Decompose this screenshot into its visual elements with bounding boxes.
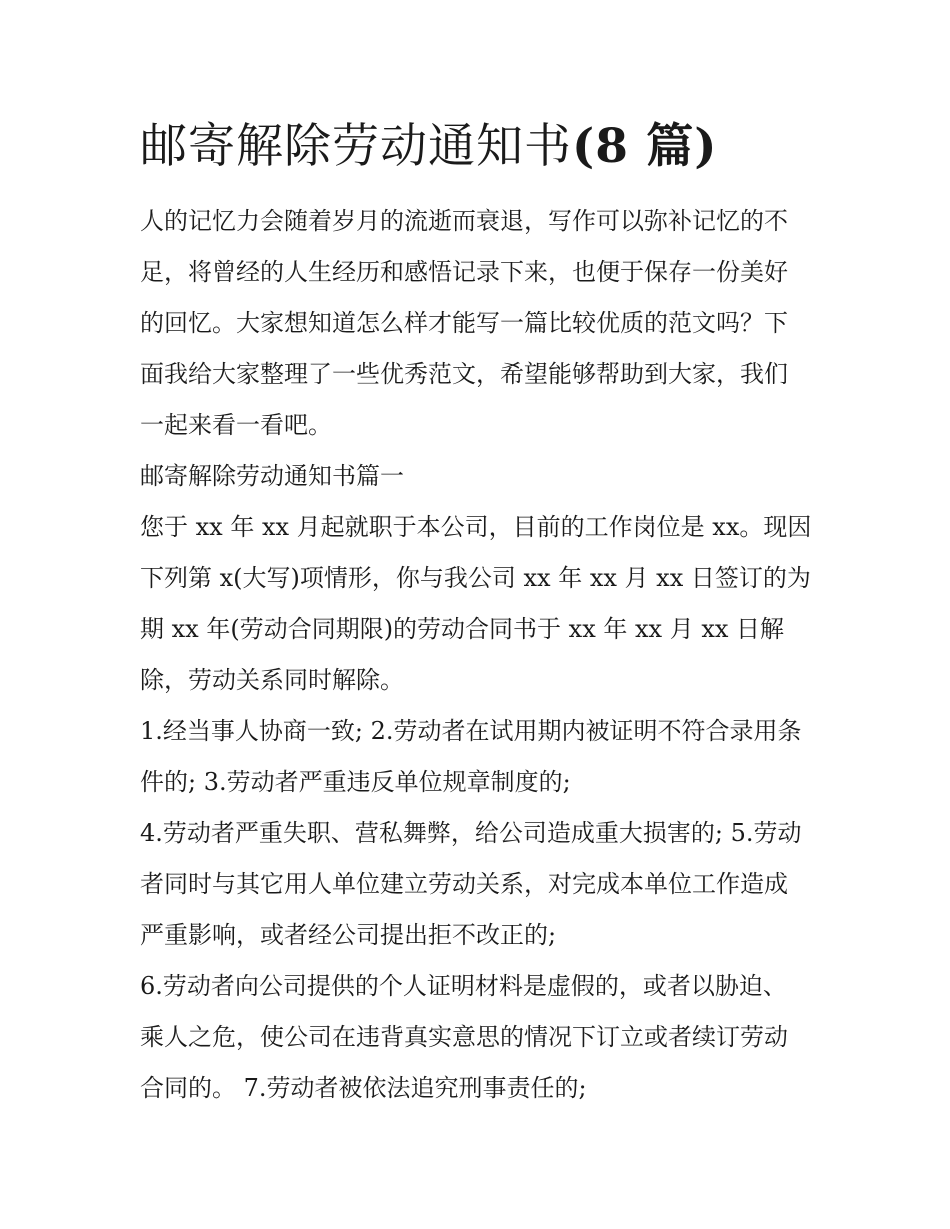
clause-paragraph <box>140 808 820 961</box>
text-line: 除，劳动关系同时解除。 <box>140 666 404 694</box>
text-line: 足，将曾经的人生经历和感悟记录下来，也便于保存一份美好 <box>140 258 788 286</box>
text-line: 6.劳动者向公司提供的个人证明材料是虚假的，或者以胁迫、 <box>140 972 787 1000</box>
text-line: 您于 xx 年 xx 月起就职于本公司，目前的工作岗位是 xx。现因 <box>140 513 812 541</box>
text-line: 面我给大家整理了一些优秀范文，希望能够帮助到大家，我们 <box>140 360 788 388</box>
document-body <box>140 196 820 1114</box>
notice-paragraph <box>140 502 820 706</box>
text-line: 合同的。 7.劳动者被依法追究刑事责任的; <box>140 1074 587 1102</box>
text-line: 乘人之危，使公司在违背真实意思的情况下订立或者续订劳动 <box>140 1023 788 1051</box>
title-text: 邮寄解除劳动通知书 <box>140 119 572 174</box>
text-line: 期 xx 年(劳动合同期限)的劳动合同书于 xx 年 xx 月 xx 日解 <box>140 615 785 643</box>
clause-paragraph <box>140 706 820 808</box>
section-heading <box>140 451 820 502</box>
text-line: 的回忆。大家想知道怎么样才能写一篇比较优质的范文吗？下 <box>140 309 788 337</box>
text-line: 下列第 x(大写)项情形，你与我公司 xx 年 xx 月 xx 日签订的为 <box>140 564 811 592</box>
section-heading-text: 邮寄解除劳动通知书篇一 <box>140 462 404 490</box>
text-line: 严重影响，或者经公司提出拒不改正的; <box>140 921 557 949</box>
text-line: 件的; 3.劳动者严重违反单位规章制度的; <box>140 768 571 796</box>
text-line: 4.劳动者严重失职、营私舞弊，给公司造成重大损害的; 5.劳动 <box>140 819 802 847</box>
text-line: 者同时与其它用人单位建立劳动关系，对完成本单位工作造成 <box>140 870 788 898</box>
text-line: 1.经当事人协商一致; 2.劳动者在试用期内被证明不符合录用条 <box>140 717 802 745</box>
text-line: 一起来看一看吧。 <box>140 411 332 439</box>
text-line: 人的记忆力会随着岁月的流逝而衰退，写作可以弥补记忆的不 <box>140 207 788 235</box>
intro-paragraph <box>140 196 820 451</box>
document-title <box>140 112 820 182</box>
clause-paragraph <box>140 961 820 1114</box>
title-count: (8 篇) <box>572 119 718 174</box>
